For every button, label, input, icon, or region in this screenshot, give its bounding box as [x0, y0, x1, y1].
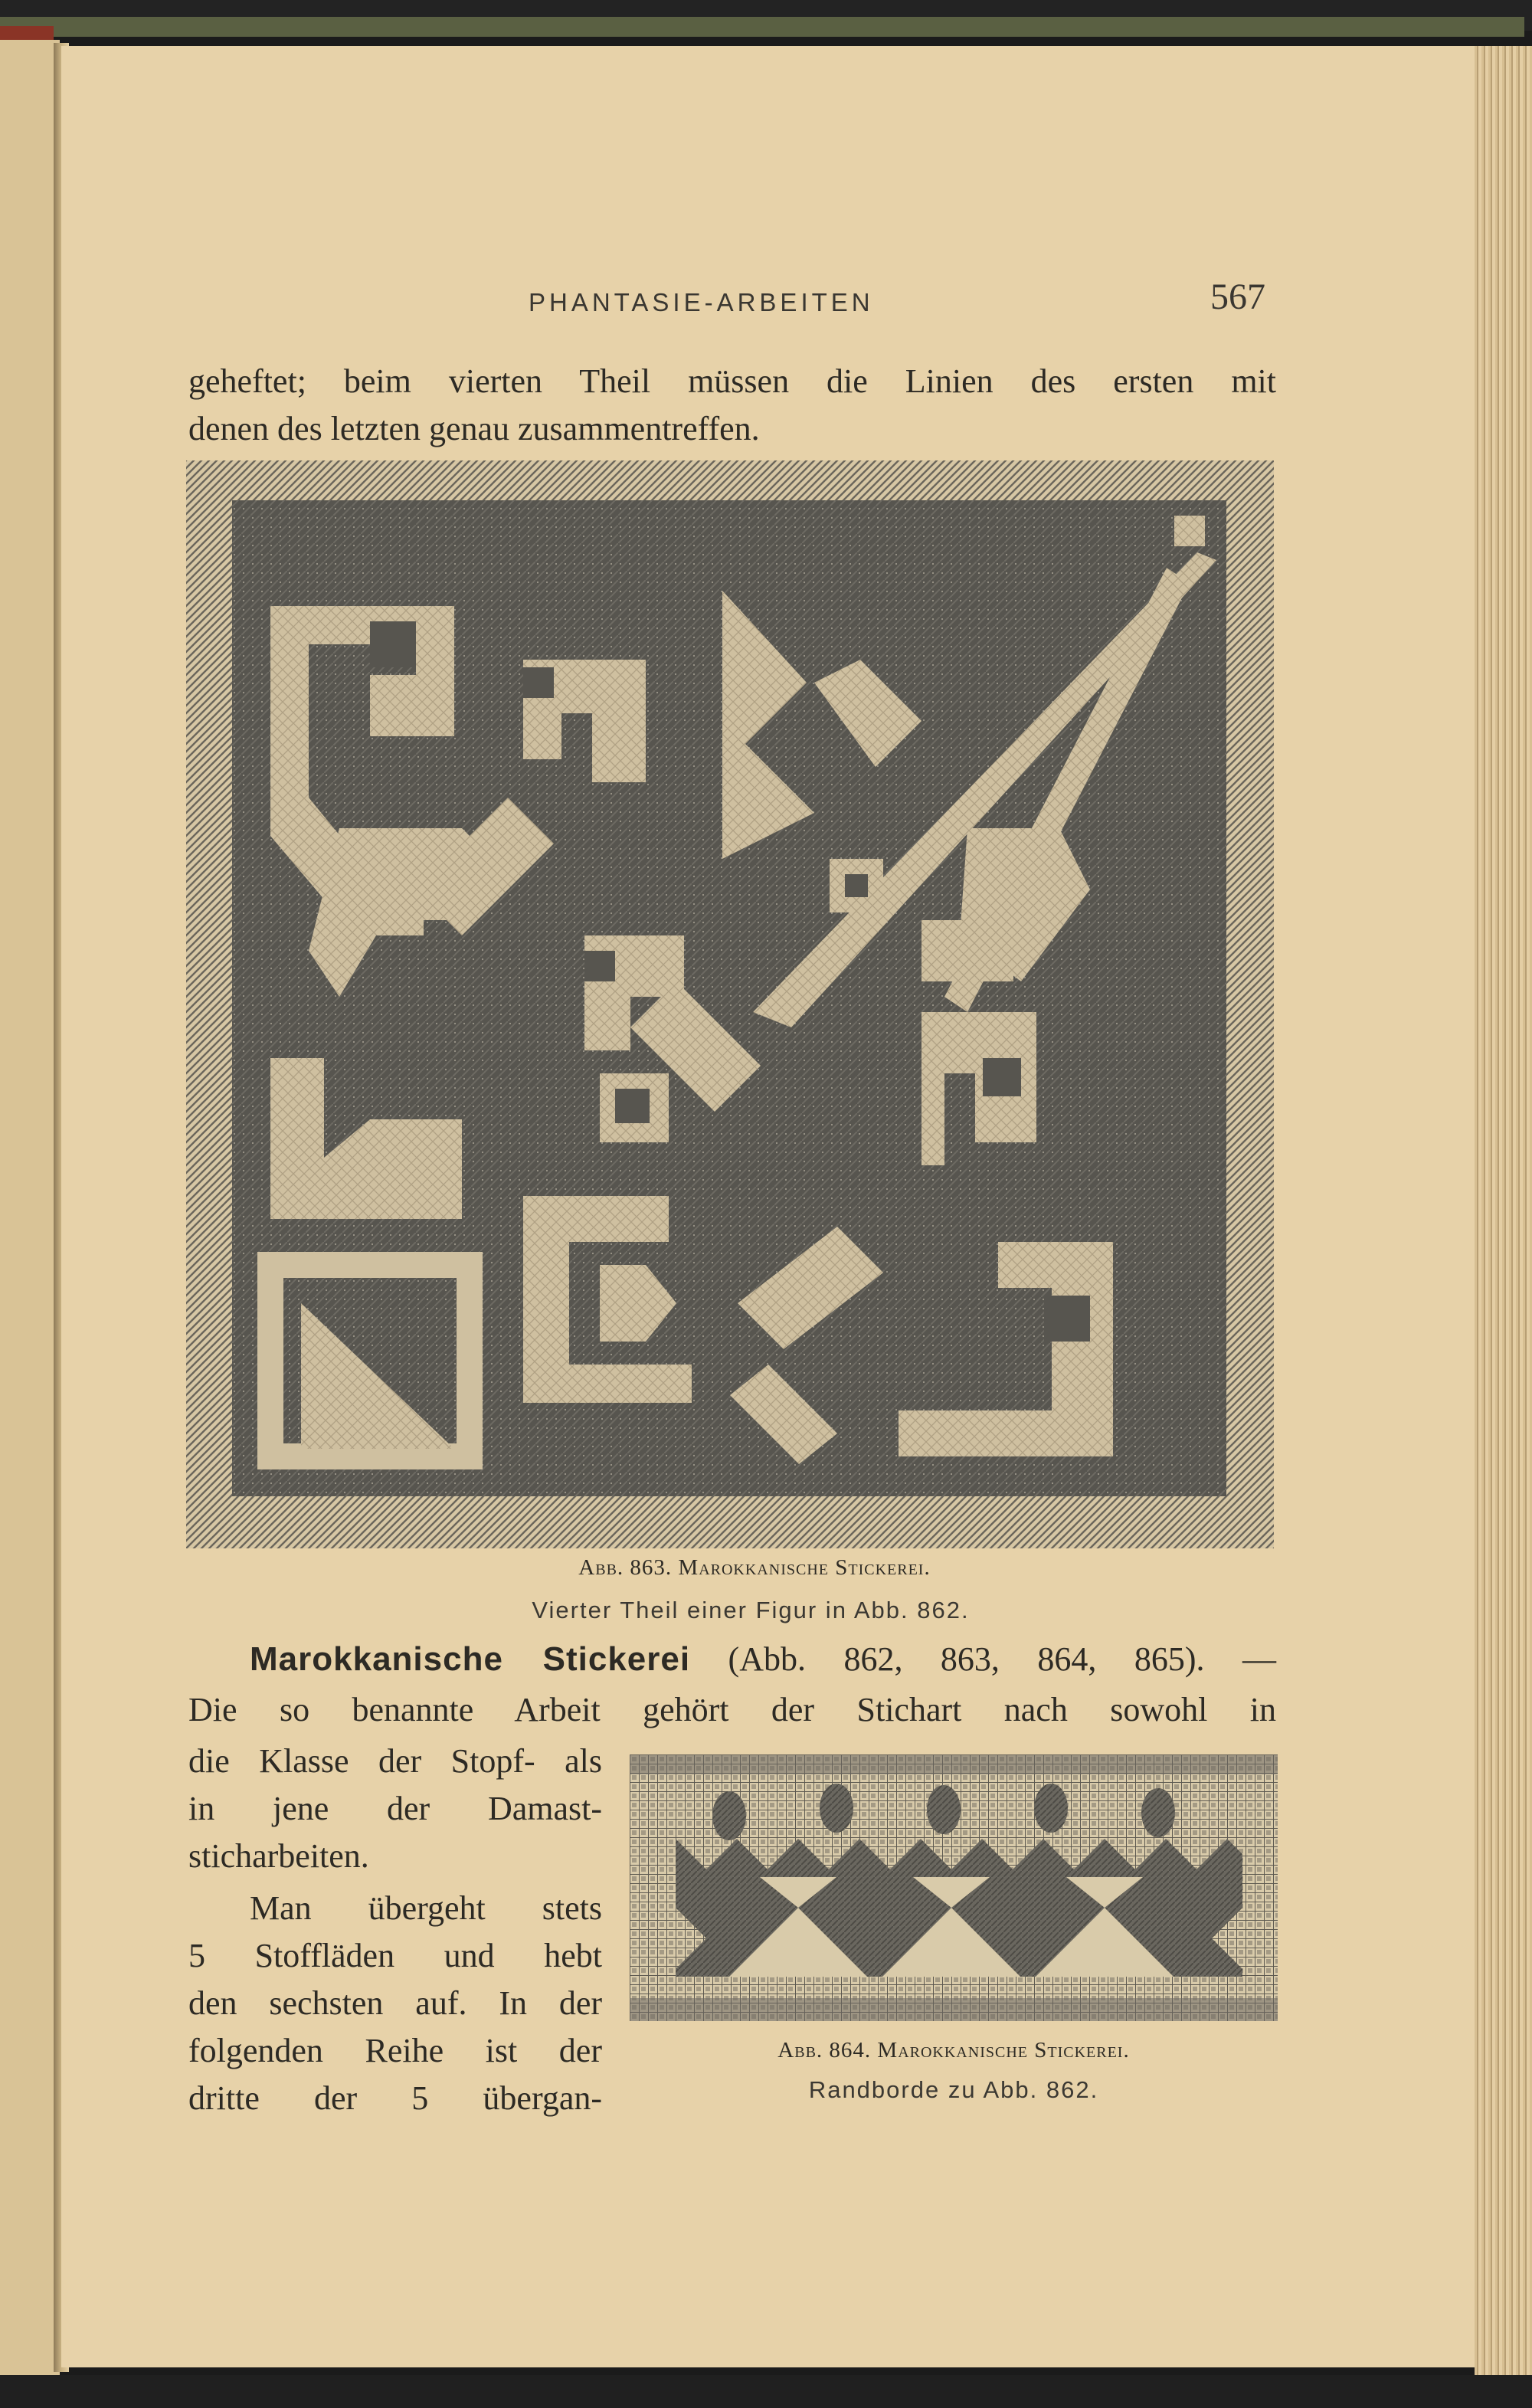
facing-page-edge: [0, 40, 60, 2377]
column-line-5: 5 Stoffläden und hebt: [188, 1937, 602, 1974]
figure-863-caption-title: Abb. 863. Marokkanische Stickerei.: [578, 1555, 931, 1580]
column-line-1: die Klasse der Stopf- als: [188, 1742, 602, 1780]
column-line-3: sticharbeiten.: [188, 1837, 369, 1875]
section-heading-references: (Abb. 862, 863, 864, 865). —: [690, 1640, 1276, 1678]
figure-863-embroidery-image: [186, 460, 1274, 1548]
column-line-8: dritte der 5 übergan-: [188, 2079, 602, 2117]
column-line-4: Man übergeht stets: [250, 1889, 602, 1927]
section-heading-bold: Marokkanische Stickerei: [250, 1640, 691, 1678]
page-stack-edge: [1475, 46, 1532, 2375]
figure-864-caption-subtitle: Randborde zu Abb. 862.: [808, 2076, 1099, 2103]
figure-864-border-image: [630, 1754, 1278, 2021]
column-line-2: in jene der Damast-: [188, 1790, 602, 1827]
figure-863-caption-subtitle: Vierter Theil einer Figur in Abb. 862.: [532, 1597, 970, 1623]
book-binding-edge: [0, 17, 1524, 37]
running-header: PHANTASIE-ARBEITEN: [529, 288, 874, 316]
page-number: 567: [1210, 277, 1265, 317]
book-cover-bottom: [0, 2375, 1532, 2408]
section-heading: [250, 1640, 1276, 1679]
body-line-2: denen des letzten genau zusammentreffen.: [188, 410, 760, 447]
body-line-1: geheftet; beim vierten Theil müssen die Linien des ersten mit: [188, 362, 1276, 400]
figure-864-caption-title: Abb. 864. Marokkanische Stickerei.: [777, 2038, 1130, 2062]
section-line-1: Die so benannte Arbeit gehört der Stichart nach sowohl in: [188, 1691, 1276, 1728]
column-line-6: den sechsten auf. In der: [188, 1984, 602, 2022]
column-line-7: folgenden Reihe ist der: [188, 2032, 602, 2069]
